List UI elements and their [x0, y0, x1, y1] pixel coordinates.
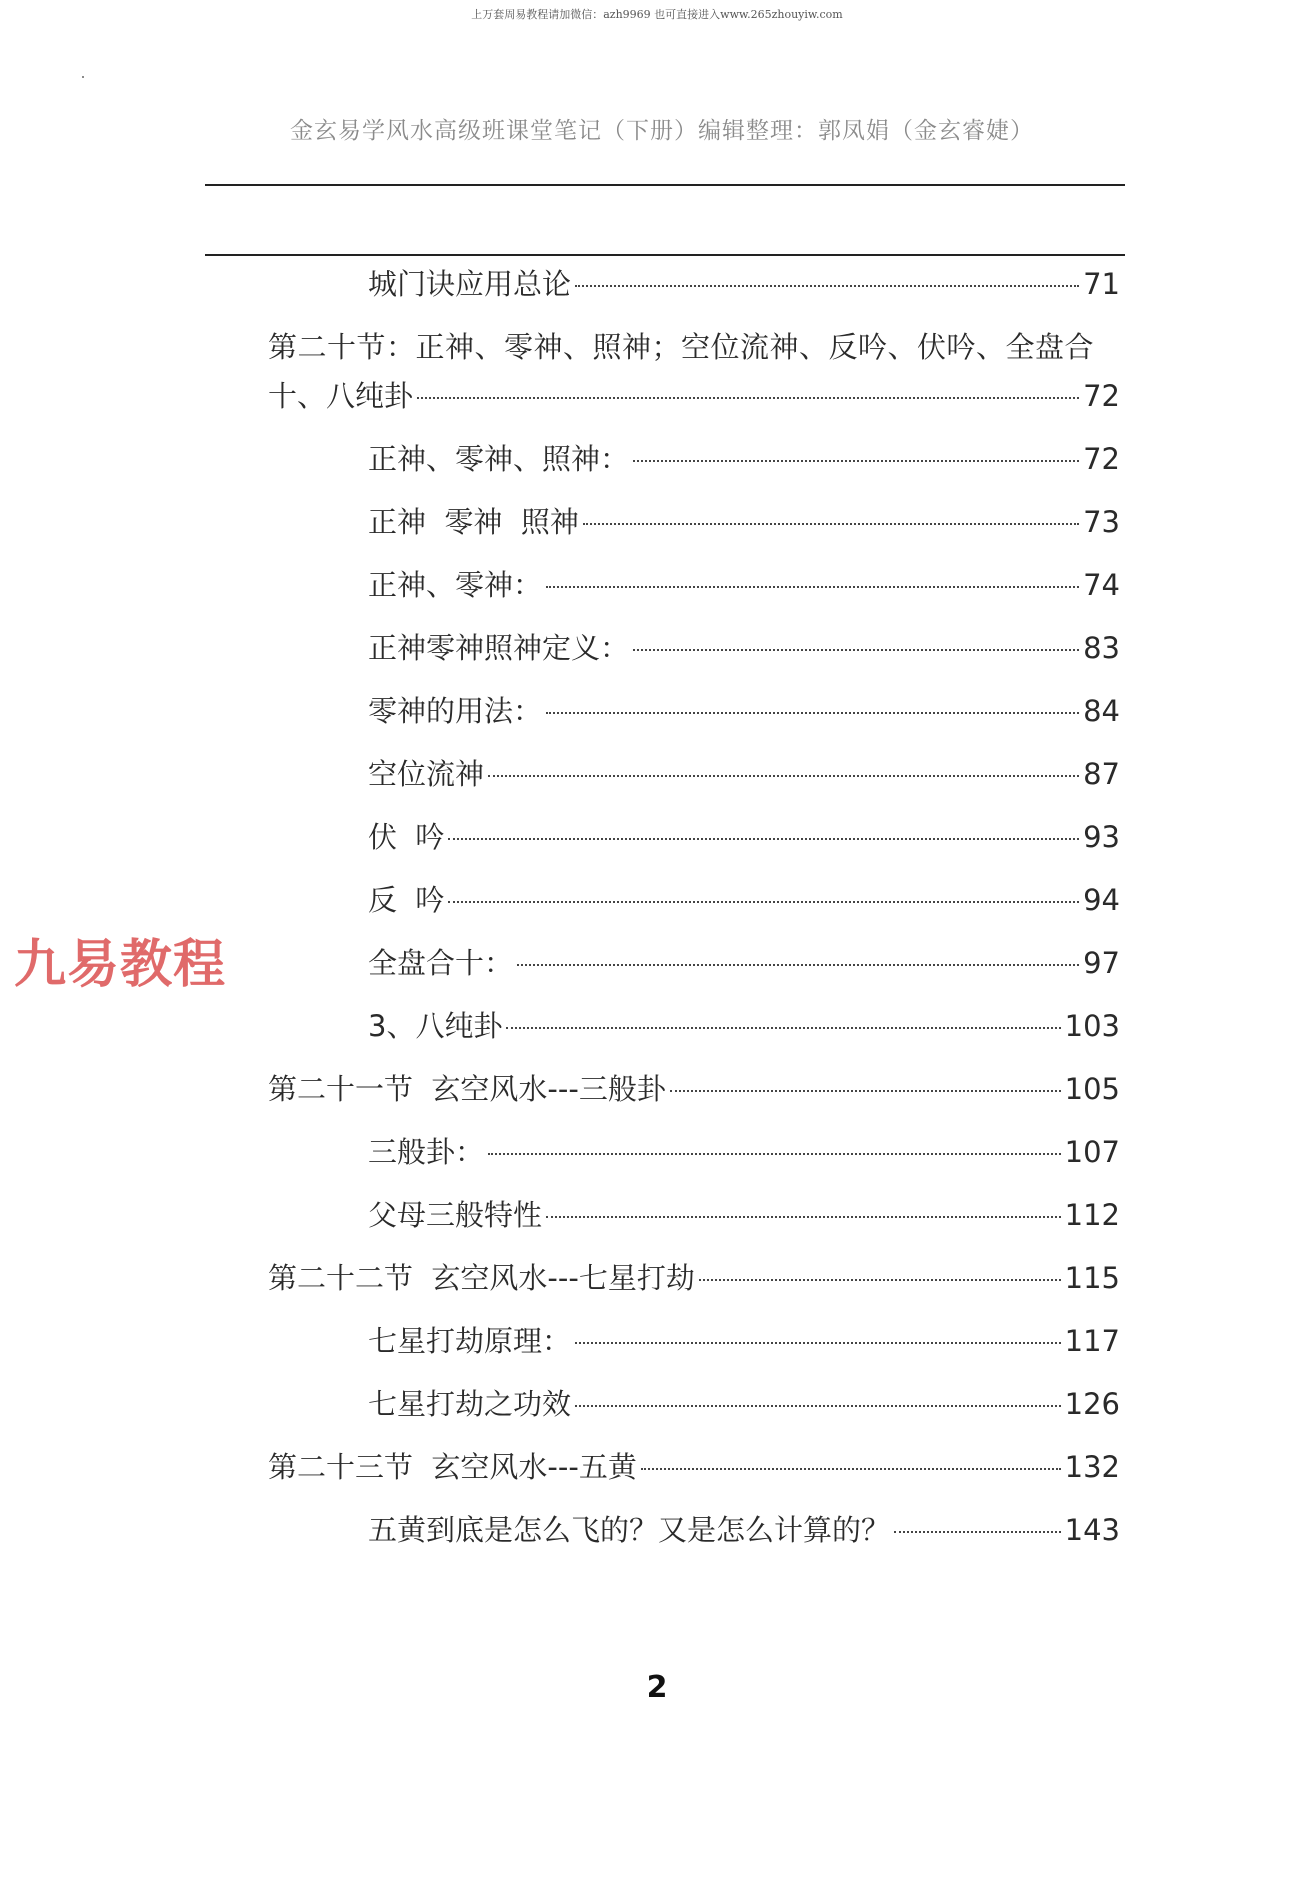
toc-entry-page: 71: [1083, 267, 1120, 301]
toc-entry: [368, 1508, 1120, 1549]
toc-entry: [368, 689, 1120, 730]
toc-entry: [368, 878, 1120, 919]
toc-entry-title: 七星打劫原理：: [368, 1324, 572, 1358]
toc-entry: [368, 563, 1120, 604]
toc-entry-title: 正神 零神 照神: [368, 505, 579, 539]
header-rule-bottom: [205, 254, 1125, 256]
toc-entry-page: 107: [1064, 1135, 1120, 1169]
dot-leader: [633, 649, 1079, 651]
toc-entry-title: 正神零神照神定义：: [368, 631, 630, 665]
toc-entry-page: 115: [1064, 1261, 1120, 1295]
toc-entry-page: 84: [1083, 694, 1120, 728]
toc-entry-page: 112: [1064, 1198, 1120, 1232]
toc-entry-page: 83: [1083, 631, 1120, 665]
toc-entry-page: 93: [1083, 820, 1120, 854]
toc-entry: [368, 1004, 1120, 1045]
toc-entry-title: 空位流神: [368, 757, 485, 791]
dot-leader: [417, 397, 1079, 399]
dot-leader: [488, 775, 1079, 777]
toc-entry-title: 父母三般特性: [368, 1198, 543, 1232]
dot-leader: [670, 1090, 1061, 1092]
toc-entry-title: 3、八纯卦: [368, 1009, 503, 1043]
dot-leader: [517, 964, 1079, 966]
dot-leader: [575, 285, 1079, 287]
dot-leader: [583, 523, 1079, 525]
watermark-stamp: 九易教程: [14, 935, 227, 995]
toc-entry: [368, 941, 1120, 982]
dot-leader: [546, 1216, 1061, 1218]
toc-entry: [368, 437, 1120, 478]
page-number: 2: [646, 1670, 668, 1705]
toc-entry-title: 第二十二节 玄空风水---七星打劫: [268, 1261, 695, 1295]
toc-entry-title: 正神、零神：: [368, 568, 543, 602]
toc-entry-title: 全盘合十：: [368, 946, 514, 980]
toc-entry: [368, 752, 1120, 793]
toc-entry: [368, 262, 1120, 303]
dot-leader: [448, 901, 1079, 903]
toc-entry-page: 97: [1083, 946, 1120, 980]
toc-entry-page: 143: [1064, 1513, 1120, 1547]
toc-entry: [368, 626, 1120, 667]
toc-entry-page: 87: [1083, 757, 1120, 791]
toc-entry: [268, 1256, 1120, 1297]
toc-entry: [368, 1130, 1120, 1171]
dot-leader: [641, 1468, 1061, 1470]
header-rule-top: [205, 184, 1125, 186]
scan-speck: [82, 76, 84, 78]
toc-entry-title: 十、八纯卦: [268, 379, 414, 413]
dot-leader: [894, 1531, 1061, 1533]
toc-entry-page: 74: [1083, 568, 1120, 602]
toc-entry-page: 117: [1064, 1324, 1120, 1358]
dot-leader: [546, 586, 1079, 588]
toc-entry-page: 132: [1064, 1450, 1120, 1484]
dot-leader: [546, 712, 1079, 714]
dot-leader: [448, 838, 1079, 840]
toc-entry: [268, 374, 1120, 415]
toc-entry: [368, 1193, 1120, 1234]
toc-entry-title: 城门诀应用总论: [368, 267, 572, 301]
toc-entry-page: 73: [1083, 505, 1120, 539]
dot-leader: [575, 1405, 1061, 1407]
toc-entry-page: 103: [1064, 1009, 1120, 1043]
toc-entry-page: 72: [1083, 442, 1120, 476]
top-watermark-text: 上万套周易教程请加微信：azh9969 也可直接进入www.265zhouyiw.com: [471, 8, 843, 21]
dot-leader: [575, 1342, 1061, 1344]
toc-entry-title: 零神的用法：: [368, 694, 543, 728]
toc-section-heading: 第二十节：正神、零神、照神；空位流神、反吟、伏吟、全盘合: [268, 330, 1095, 364]
dot-leader: [699, 1279, 1061, 1281]
toc-entry: [268, 1445, 1120, 1486]
toc-entry-title: 七星打劫之功效: [368, 1387, 572, 1421]
toc-entry-title: 伏 吟: [368, 820, 445, 854]
toc-entry: [368, 1319, 1120, 1360]
toc-entry-title: 反 吟: [368, 883, 445, 917]
dot-leader: [488, 1153, 1061, 1155]
toc-entry-title: 第二十三节 玄空风水---五黄: [268, 1450, 637, 1484]
toc-entry-title: 三般卦：: [368, 1135, 485, 1169]
dot-leader: [633, 460, 1079, 462]
toc-entry: [368, 1382, 1120, 1423]
toc-entry-title: 正神、零神、照神：: [368, 442, 630, 476]
toc-entry: [268, 1067, 1120, 1108]
running-header: 金玄易学风水高级班课堂笔记（下册）编辑整理：郭凤娟（金玄睿婕）: [290, 118, 1034, 144]
toc-entry-title: 第二十一节 玄空风水---三般卦: [268, 1072, 666, 1106]
dot-leader: [506, 1027, 1060, 1029]
toc-entry-page: 94: [1083, 883, 1120, 917]
toc-entry-page: 72: [1083, 379, 1120, 413]
toc-entry-page: 105: [1064, 1072, 1120, 1106]
toc-entry-page: 126: [1064, 1387, 1120, 1421]
toc-entry-title: 五黄到底是怎么飞的？又是怎么计算的？: [368, 1513, 891, 1547]
toc-entry: [368, 500, 1120, 541]
toc-entry: [368, 815, 1120, 856]
